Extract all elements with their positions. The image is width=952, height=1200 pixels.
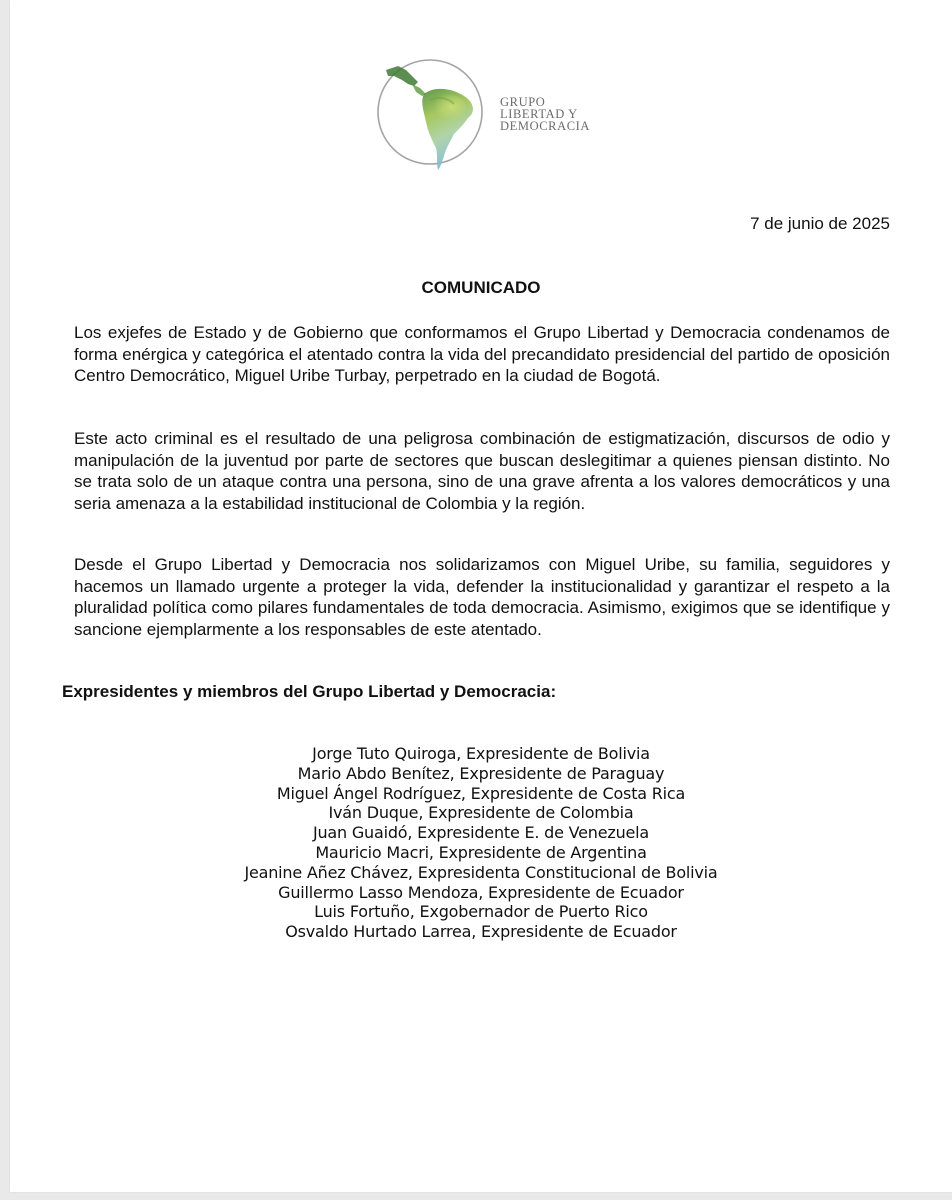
logo-line-1: GRUPO [500,95,546,109]
document-date: 7 de junio de 2025 [750,214,890,233]
logo-line-3: DEMOCRACIA [500,119,591,133]
signatory: Guillermo Lasso Mendoza, Expresidente de Ecuador [278,882,684,902]
signatory: Jorge Tuto Quiroga, Expresidente de Bolivia [312,744,650,763]
document-title: COMUNICADO [421,278,541,297]
americas-globe-icon [368,56,488,176]
signatory: Osvaldo Hurtado Larrea, Expresidente de Ecuador [285,922,677,942]
signatory: Luis Fortuño, Exgobernador de Puerto Rico [314,902,648,922]
signatory: Juan Guaidó, Expresidente E. de Venezuela [312,823,650,843]
signatory: Mauricio Macri, Expresidente de Argentina [315,842,647,862]
document-page [10,0,952,1192]
signatories-heading: Expresidentes y miembros del Grupo Libertad y Democracia: [62,682,557,701]
paragraph-3: Desde el Grupo Libertad y Democracia nos solidarizamos con Miguel Uribe, su familia, seguidores y hacemos un llamado urgente a proteger la vida, defender la institucionalidad y garantizar el respeto a la pluralidad política como pilares fundamentales de toda democracia. Asimismo, exigimos que se identifique y sancione ejemplarmente a los responsables de este atentado. [74,555,890,639]
signatories-list [10,744,952,942]
paragraph-1: Los exjefes de Estado y de Gobierno que conformamos el Grupo Libertad y Democracia condenamos de forma enérgica y categórica el atentado contra la vida del precandidato presidencial del partido de oposición Centro Democrático, Miguel Uribe Turbay, perpetrado en la ciudad de Bogotá. [74,323,890,385]
paragraph-2: Este acto criminal es el resultado de una peligrosa combinación de estigmatización, discursos de odio y manipulación de la juventud por parte de sectores que buscan deslegitimar a quienes piensan distinto. No se trata solo de un ataque contra una persona, sino de una grave afrenta a los valores democráticos y una seria amenaza a la estabilidad institucional de Colombia y la región. [74,429,890,513]
logo-line-2: LIBERTAD Y [500,107,578,121]
group-logo [368,56,608,176]
logo-wordmark [500,96,590,132]
signatory: Mario Abdo Benítez, Expresidente de Paraguay [297,763,665,783]
signatory: Iván Duque, Expresidente de Colombia [328,803,634,823]
signatory: Miguel Ángel Rodríguez, Expresidente de Costa Rica [276,783,686,803]
signatory: Jeanine Añez Chávez, Expresidenta Constitucional de Bolivia [244,862,718,882]
